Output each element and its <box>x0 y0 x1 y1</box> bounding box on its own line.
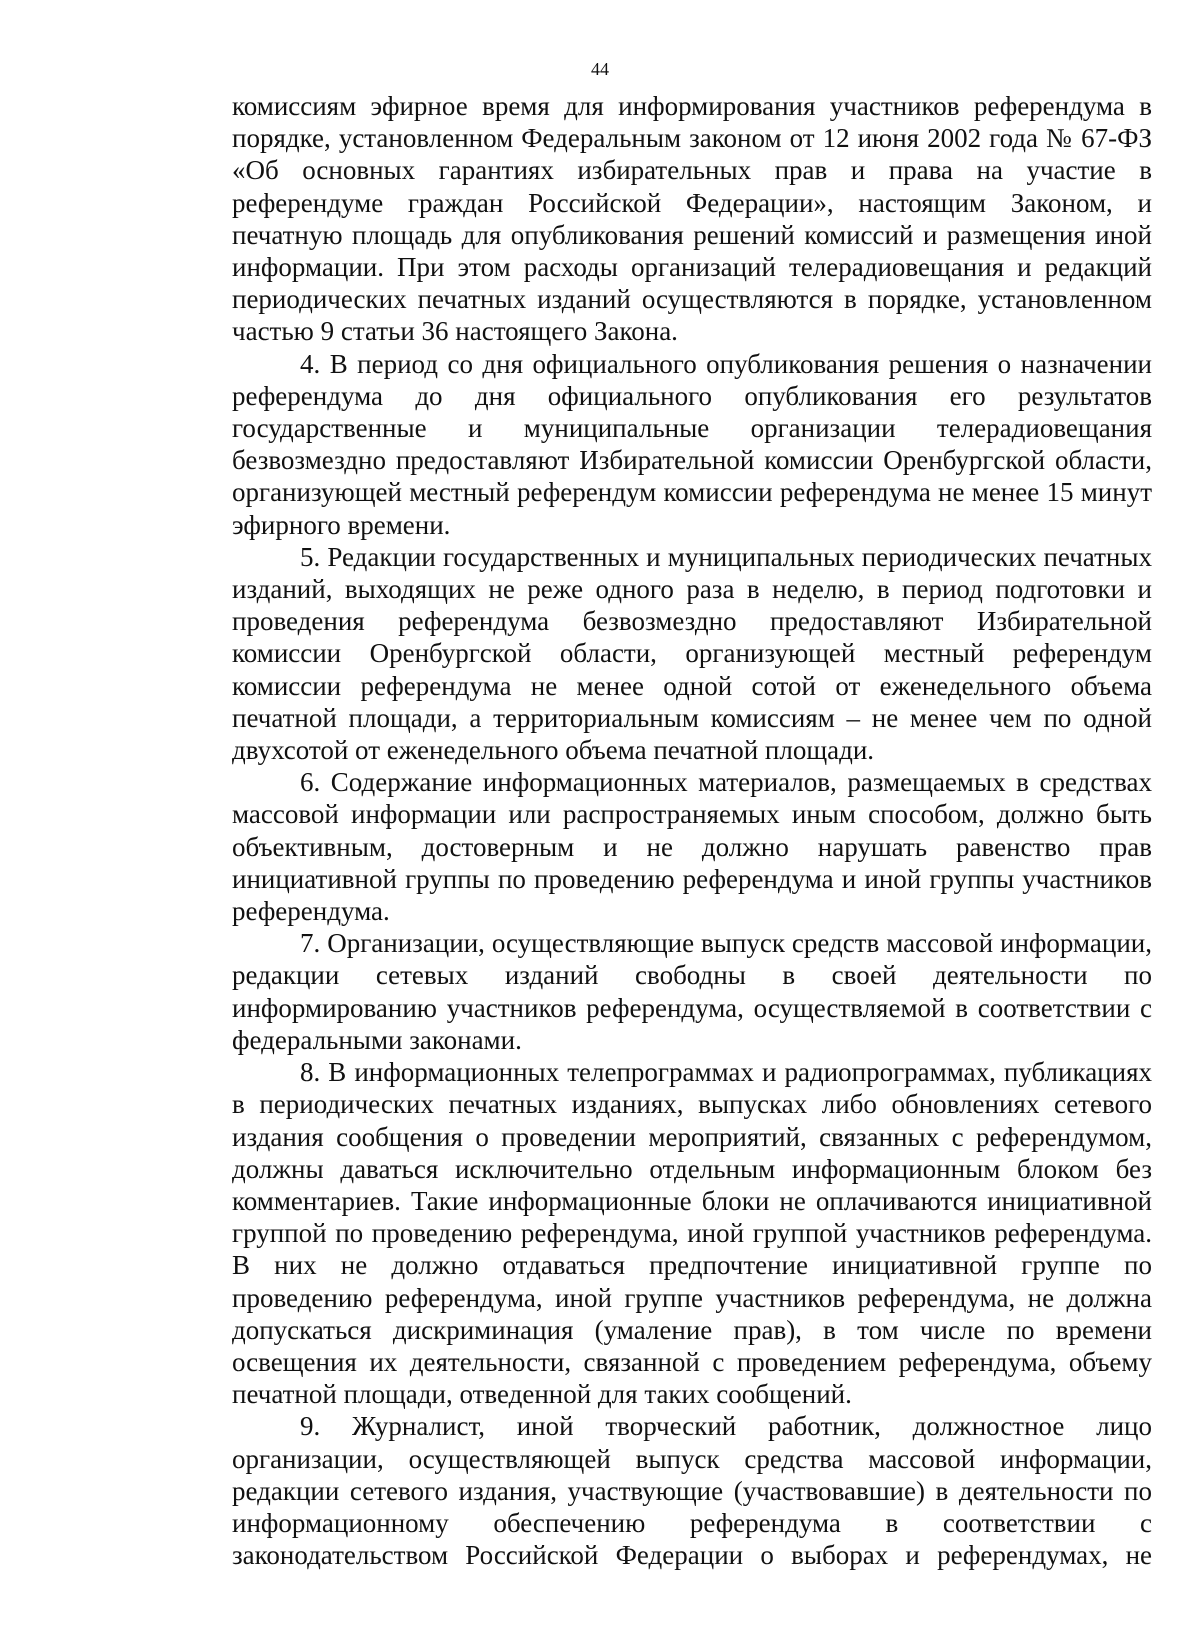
paragraph-item-6: 6. Содержание информационных материалов, размещаемых в средствах массовой информации или распространяемых иным способом, должно быть объективным, достоверным и не должно нарушать равенство прав инициативной группы по проведению референдума и иной группы участников референдума. <box>232 767 1152 927</box>
paragraph-item-4: 4. В период со дня официального опубликования решения о назначении референдума до дня официального опубликования его результатов государственные и муниципальные организации телерадиовещания безвозмездно предоставляют Избирательной комиссии Оренбургской области, организующей местный референдум комиссии референдума не менее 15 минут эфирного времени. <box>232 348 1152 540</box>
paragraph-item-7: 7. Организации, осуществляющие выпуск средств массовой информации, редакции сетевых изданий свободны в своей деятельности по информированию участников референдума, осуществляемой в соответствии с федеральными законами. <box>232 928 1152 1055</box>
paragraph-item-9: 9. Журналист, иной творческий работник, должностное лицо организации, осуществляющей выпуск средства массовой информации, редакции сетевого издания, участвующие (участвовавшие) в деятельности по информационному обеспечению референдума в соответствии с законодательством Российской Федерации о выборах и референдумах, не <box>232 1411 1152 1571</box>
paragraph-item-8: 8. В информационных телепрограммах и радиопрограммах, публикациях в периодических печатных изданиях, выпусках либо обновлениях сетевого издания сообщения о проведении мероприятий, связанных с референдумом, должны даваться исключительно отдельным информационным блоком без комментариев. Такие информационные блоки не оплачиваются инициативной группой по проведению референдума, иной группой участников референдума. В них не должно отдаваться предпочтение инициативной группе по проведению референдума, иной группе участников референдума, не должна допускаться дискриминация (умаление прав), в том числе по времени освещения их деятельности, связанной с проведением референдума, объему печатной площади, отведенной для таких сообщений. <box>232 1057 1152 1410</box>
paragraph-item-5: 5. Редакции государственных и муниципальных периодических печатных изданий, выходящих не реже одного раза в неделю, в период подготовки и проведения референдума безвозмездно предоставляют Избирательной комиссии Оренбургской области, организующей местный референдум комиссии референдума не менее одной сотой от еженедельного объема печатной площади, а территориальным комиссиям – не менее чем по одной двухсотой от еженедельного объема печатной площади. <box>232 541 1152 766</box>
page-number: 44 <box>591 59 609 79</box>
document-body <box>232 90 1152 1571</box>
paragraph-continuation: комиссиям эфирное время для информирования участников референдума в порядке, установленном Федеральным законом от 12 июня 2002 года № 67-ФЗ «Об основных гарантиях избирательных прав и права на участие в референдуме граждан Российской Федерации», настоящим Законом, и печатную площадь для опубликования решений комиссий и размещения иной информации. При этом расходы организаций телерадиовещания и редакций периодических печатных изданий осуществляются в порядке, установленном частью 9 статьи 36 настоящего Закона. <box>232 91 1152 347</box>
